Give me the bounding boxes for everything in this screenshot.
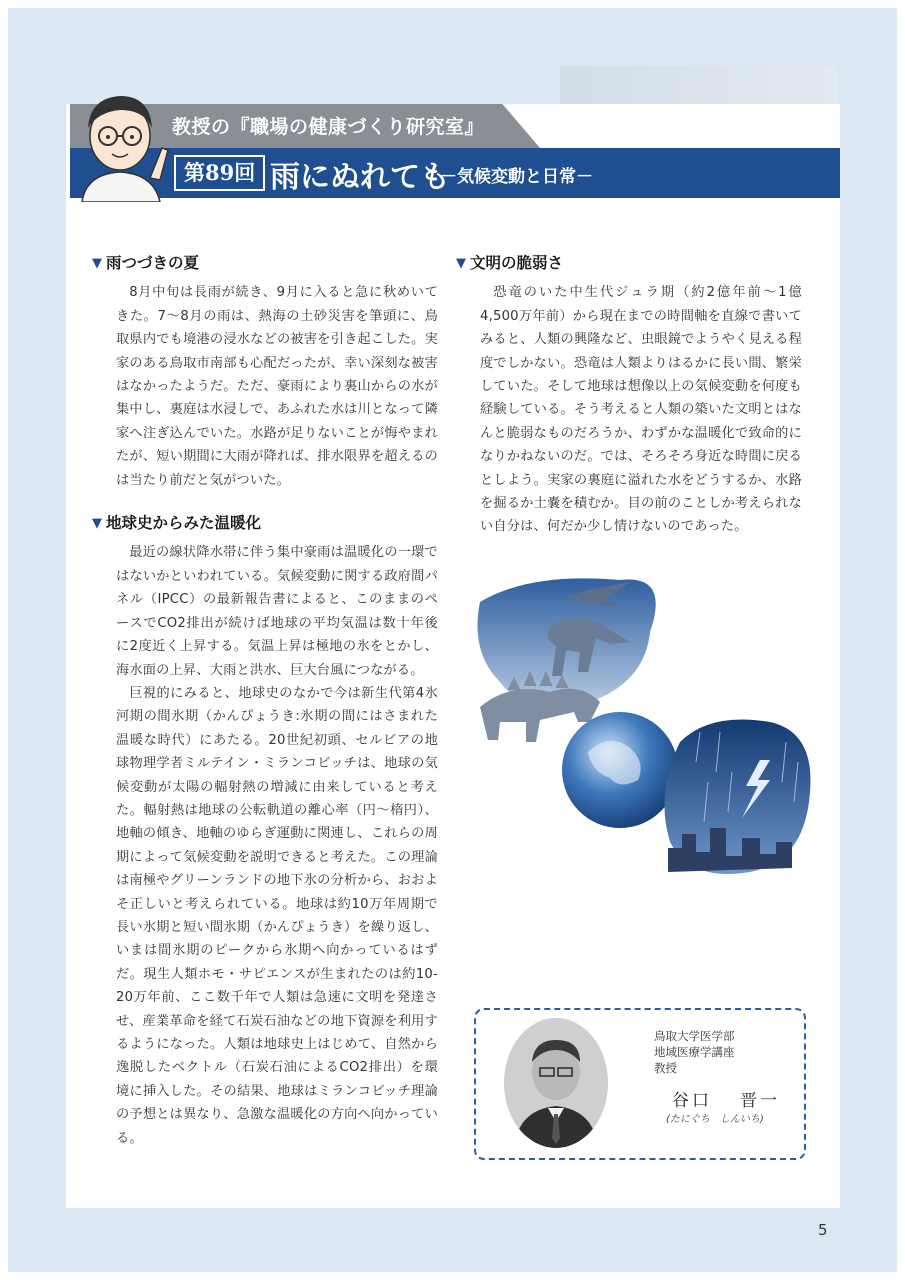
author-name-reading: (たにぐち しんいち) [666,1114,764,1125]
left-column [92,252,438,1170]
author-affiliation: 鳥取大学医学部 地域医療学講座 教授 [654,1029,735,1075]
section-warming-history [92,512,438,1150]
author-photo [504,1018,608,1148]
professor-mascot-icon [74,84,174,202]
section-heading: ▼ 地球史からみた温暖化 [92,512,438,535]
section-rainy-summer [92,252,438,492]
episode-badge: 第89回 [174,155,265,191]
article-title: 雨にぬれても [270,160,450,195]
right-column [456,252,802,559]
paragraph: 恐竜のいた中生代ジュラ期（約2億年前～1億4,500万年前）から現在までの時間軸を直線で書いてみると、人類の興隆など、虫眼鏡でようやく見える程度でしかない。恐竜は人類よりはるかに長い間、繁栄していた。そして地球は想像以上の気候変動を何度も経験している。そう考えると人類の築いた文明とはなんと脆弱なものだろうか、わずかな温暖化で致命的になりかねないのだ。では、そろそろ身近な時間に戻るとしよう。実家の裏庭に溢れた水をどうするか、水路を掘るか土嚢を積むか。目の前のことしか考えられない自分は、何だか少し情けないのであった。 [480,285,802,535]
triangle-marker-icon: ▼ [92,516,102,532]
triangle-marker-icon: ▼ [92,256,102,271]
triangle-marker-icon: ▼ [456,256,466,271]
paragraph: 最近の線状降水帯に伴う集中豪雨は温暖化の一環ではないかといわれている。気候変動に関する政府間パネル（IPCC）の最新報告書によると、このままのペースでCO2排出が続けば地球の平均気温は数十年後に2度近く上昇する。気温上昇は極地の氷をとかし、海水面の上昇、大雨と洪水、巨大台風につながる。 [116,545,438,678]
climate-illustration [470,572,820,892]
section-heading: ▼ 文明の脆弱さ [456,252,802,275]
page-number: 5 [818,1221,828,1239]
series-title: 教授の『職場の健康づくり研究室』 [172,116,485,138]
author-name: 谷口 晋一 [672,1091,780,1111]
article-subtitle: －気候変動と日常－ [440,167,593,187]
author-profile [474,1008,806,1160]
paragraph: 巨視的にみると、地球史のなかで今は新生代第4氷河期の間氷期（かんぴょうき:氷期の間にはさまれた温暖な時代）にあたる。20世紀初頭、セルビアの地球物理学者ミルテイン・ミランコビッチは、地球の気候変動が太陽の輻射熱の増減に由来していると考えた。輻射熱は地球の公転軌道の離心率（円～楕円）、地軸の傾き、地軸のゆらぎ運動に関連し、これらの周期によって気候変動を説明できると考えた。この理論は南極やグリーンランドの地下氷の分析から、おおよそ正しいと考えられている。地球は約10万年周期で長い氷期と短い間氷期（かんぴょうき）を繰り返し、いまは間氷期のピークから氷期へ向かっているはずだ。現生人類ホモ・サピエンスが生まれたのは約10-20万年前、ここ数千年で人類は急速に文明を発達させ、産業革命を経て石炭石油などの地下資源を利用するようになった。人類は地球史上はじめて、自然から逸脱したベクトル（石炭石油によるCO2排出）を環境に挿入した。その結果、地球はミランコビッチ理論の予想とは異なり、急激な温暖化の方向へ向かっている。 [116,685,438,1146]
paragraph: 8月中旬は長雨が続き、9月に入ると急に秋めいてきた。7～8月の雨は、熱海の土砂災害を筆頭に、鳥取県内でも境港の浸水などの被害を引き起こした。実家のある鳥取市南部も心配だったが、幸い深刻な被害はなかったようだ。ただ、豪雨により裏山からの水が集中し、裏庭は水浸しで、あふれた水は川となって隣家へ注ぎ込んでいた。水路が足りないことが悔やまれたが、短い期間に大雨が降れば、排水限界を超えるのは当たり前だと気がついた。 [116,285,438,488]
section-heading: ▼ 雨つづきの夏 [92,252,438,275]
section-civilization-fragility [456,252,802,539]
